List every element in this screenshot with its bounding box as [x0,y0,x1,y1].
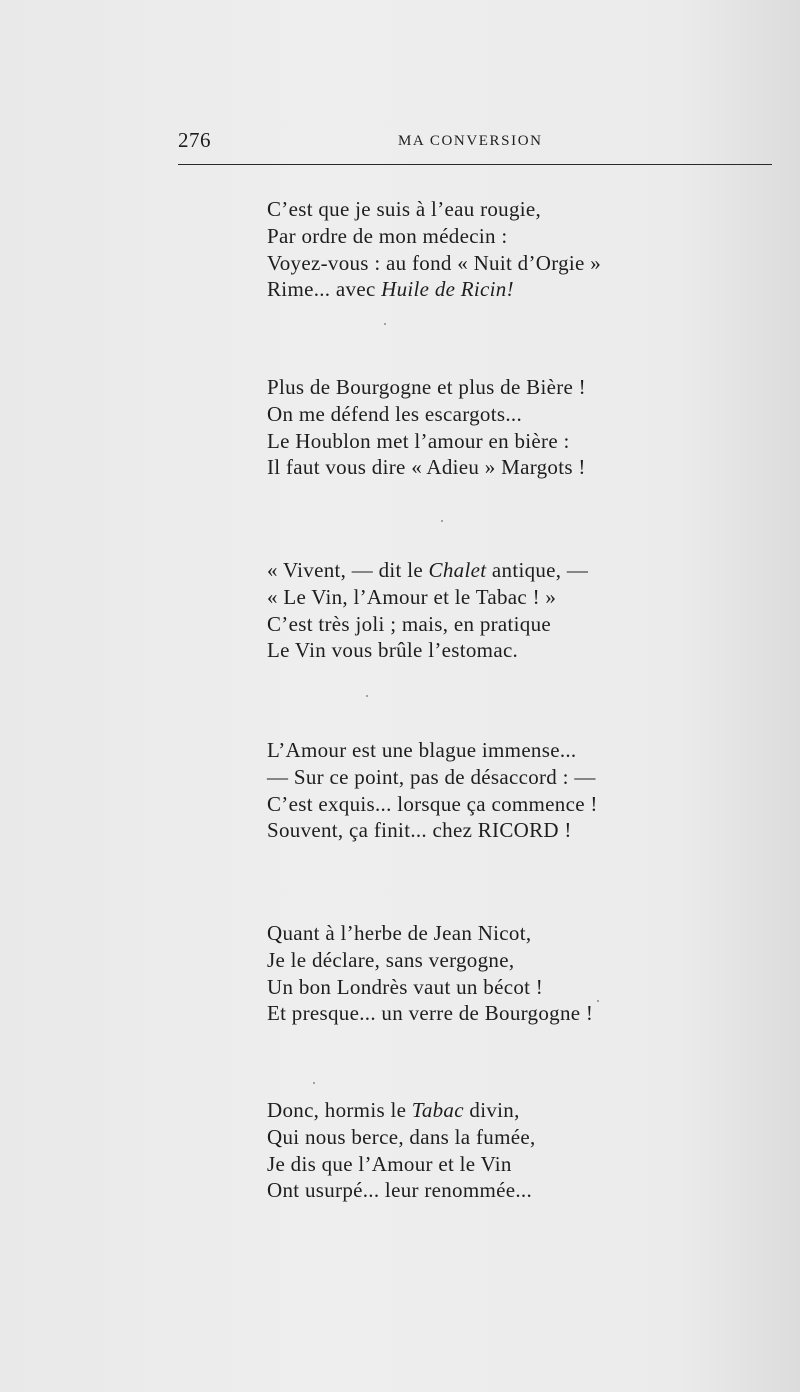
verse-line: Quant à l’herbe de Jean Nicot, [267,921,532,945]
stanza-5 [267,920,593,1027]
verse-line: C’est exquis... lorsque ça commence ! [267,791,598,816]
verse-line: — Sur ce point, pas de désaccord : — [267,764,596,789]
print-speck [384,323,386,325]
verse-line: Voyez-vous : au fond « Nuit d’Orgie » [267,250,602,275]
verse-line: Le Vin vous brûle l’estomac. [267,638,519,663]
verse-line: Il faut vous dire « Adieu » Margots ! [267,455,586,480]
stanza-4 [267,737,598,844]
stanza-6 [267,1097,536,1204]
verse-line: Plus de Bourgogne et plus de Bière ! [267,375,586,399]
verse-line: C’est très joli ; mais, en pratique [267,611,552,636]
verse-line: On me défend les escargots... [267,401,522,426]
verse-line: Par ordre de mon médecin : [267,223,508,248]
verse-line: « Le Vin, l’Amour et le Tabac ! » [267,584,557,609]
verse-line: Rime... avec Huile de Ricin! [267,277,514,302]
verse-line: Je le déclare, sans vergogne, [267,947,515,972]
verse-line: Et presque... un verre de Bourgogne ! [267,1001,594,1026]
verse-line: Un bon Londrès vaut un bécot ! [267,974,544,999]
verse-line: Donc, hormis le Tabac divin, [267,1098,520,1122]
verse-line: Souvent, ça finit... chez RICORD ! [267,818,572,843]
print-speck [597,1000,599,1002]
print-speck [366,695,368,697]
print-speck [313,1082,315,1084]
running-title: MA CONVERSION [398,133,543,149]
verse-line: C’est que je suis à l’eau rougie, [267,197,542,221]
verse-line: « Vivent, — dit le Chalet antique, — [267,558,589,582]
verse-line: Je dis que l’Amour et le Vin [267,1151,512,1176]
verse-line: Qui nous berce, dans la fumée, [267,1124,536,1149]
page-number: 276 [178,128,211,152]
print-speck [441,520,443,522]
verse-line: Le Houblon met l’amour en bière : [267,428,570,453]
header-rule [178,164,772,165]
stanza-3 [267,557,588,664]
stanza-1 [267,196,601,303]
page-header [178,128,772,158]
verse-line: L’Amour est une blague immense... [267,738,577,762]
stanza-2 [267,374,586,481]
verse-line: Ont usurpé... leur renommée... [267,1178,533,1203]
